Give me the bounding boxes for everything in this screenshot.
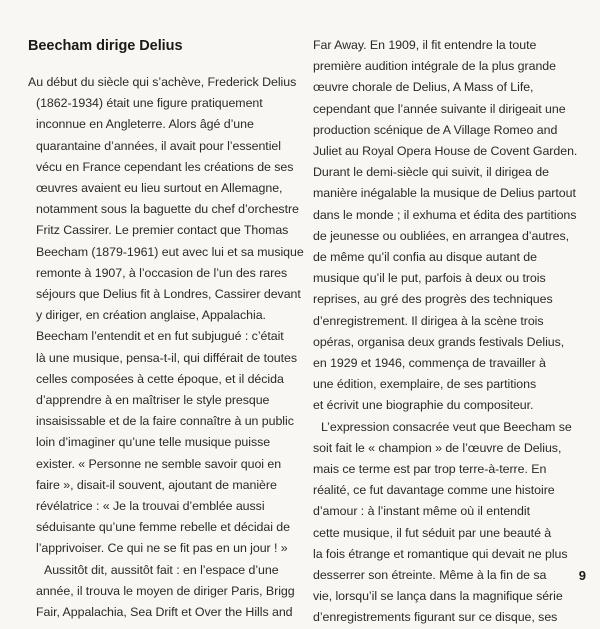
text-line: dans le monde ; il exhuma et édita des partitions: [313, 207, 577, 222]
text-line: remonte à 1907, à l’occasion de l’un des rares: [36, 265, 288, 280]
text-line: production scénique de A Village Romeo and: [313, 122, 558, 137]
article-title: Beecham dirige Delius: [28, 38, 183, 54]
text-line: œuvres avaient eu lieu surtout en Allemagne,: [36, 181, 283, 196]
text-line: en 1929 et 1946, commença de travailler à: [313, 356, 546, 371]
text-line: d’apprendre à en maîtriser le style presque: [36, 393, 270, 408]
text-line: Juliet au Royal Opera House de Covent Garden.: [313, 144, 578, 159]
text-line: d’enregistrement. Il dirigea à la scène trois: [313, 313, 544, 328]
text-line: d’enregistrements figurant sur ce disque, ses: [313, 610, 558, 625]
text-line: desserrer son étreinte. Même à la fin de sa: [313, 568, 547, 583]
text-line: inconnue en Angleterre. Alors âgé d’une: [36, 117, 254, 132]
right-column: [313, 35, 587, 629]
text-line: Fritz Cassirer. Le premier contact que Thomas: [36, 223, 289, 238]
text-line: Far Away. En 1909, il fit entendre la toute: [313, 38, 537, 52]
left-column: [28, 36, 304, 623]
text-line: insaisissable et de la faire connaître à un public: [36, 414, 294, 429]
text-line: Beecham l’entendit et en fut subjugué : c’était: [36, 329, 284, 344]
text-line: Fair, Appalachia, Sea Drift et Over the Hills and: [36, 605, 293, 620]
text-line: et écrivit une biographie du compositeur.: [313, 398, 534, 413]
text-line: œuvre chorale de Delius, A Mass of Life,: [313, 80, 534, 95]
text-line: musique qu’il le put, parfois à deux ou trois: [313, 271, 546, 286]
text-line: L’expression consacrée veut que Beecham se: [321, 419, 572, 434]
text-line: mais ce terme est par trop terre-à-terre. En: [313, 462, 547, 477]
text-line: première audition intégrale de la plus grande: [313, 59, 556, 74]
text-line: cependant que l’année suivante il dirigeait une: [313, 101, 566, 116]
text-line: faire », disait-il souvent, ajoutant de manière: [36, 477, 277, 492]
text-line: opéras, organisa deux grands festivals Delius,: [313, 334, 565, 349]
text-line: manière inégalable la musique de Delius partout: [313, 186, 576, 201]
text-line: celles composées à cette époque, et il décida: [36, 371, 284, 386]
text-line: y diriger, en création anglaise, Appalachia.: [36, 308, 266, 323]
text-line: vie, lorsqu’il se lança dans la magnifique série: [313, 589, 563, 604]
text-line: Au début du siècle qui s’achève, Frederick Delius: [28, 75, 297, 89]
text-line: de jeunesse ou oubliées, en arrangea d’autres,: [313, 228, 570, 243]
text-line: année, il trouva le moyen de diriger Paris, Brigg: [36, 583, 295, 598]
text-line: révélatrice : « Je la trouvai d’emblée aussi: [36, 499, 265, 514]
text-line: Beecham (1879-1961) eut avec lui et sa musique: [36, 244, 304, 259]
text-line: vécu en France cependant les créations de ses: [36, 159, 294, 174]
text-line: réalité, ce fut davantage comme une histoire: [313, 483, 555, 498]
text-line: notamment sous la baguette du chef d’orchestre: [36, 202, 299, 217]
text-line: d’amour : à l’instant même où il entendit: [313, 504, 530, 519]
text-line: la fois étrange et romantique qui devait ne plus: [313, 546, 568, 561]
text-line: reprises, au gré des progrès des techniques: [313, 292, 553, 307]
text-line: séjours que Delius fit à Londres, Cassirer devant: [36, 287, 301, 302]
text-line: de même qu’il confia au disque autant de: [313, 250, 537, 265]
text-line: (1862-1934) était une figure pratiquement: [36, 96, 263, 111]
text-line: l’apprivoiser. Ce qui ne se fit pas en un jour ! »: [36, 541, 288, 556]
text-line: quarantaine d’années, il avait pour l’essentiel: [36, 138, 281, 153]
page-number: 9: [578, 568, 586, 583]
text-line: exister. « Personne ne semble savoir quoi en: [36, 456, 282, 471]
text-line: une édition, exemplaire, de ses partitions: [313, 377, 537, 392]
text-line: loin d’imaginer qu’une telle musique puisse: [36, 435, 271, 450]
text-line: Durant le demi-siècle qui suivit, il dirigea de: [313, 165, 549, 180]
text-line: Aussitôt dit, aussitôt fait : en l’espace d’une: [44, 562, 279, 577]
text-line: là une musique, pensa-t-il, qui différait de toutes: [36, 350, 298, 365]
text-line: soit fait le « champion » de l’œuvre de Delius,: [313, 440, 562, 455]
text-line: séduisante qu’une femme rebelle et décidai de: [36, 520, 290, 535]
text-line: cette musique, il fut séduit par une beauté à: [313, 525, 552, 540]
